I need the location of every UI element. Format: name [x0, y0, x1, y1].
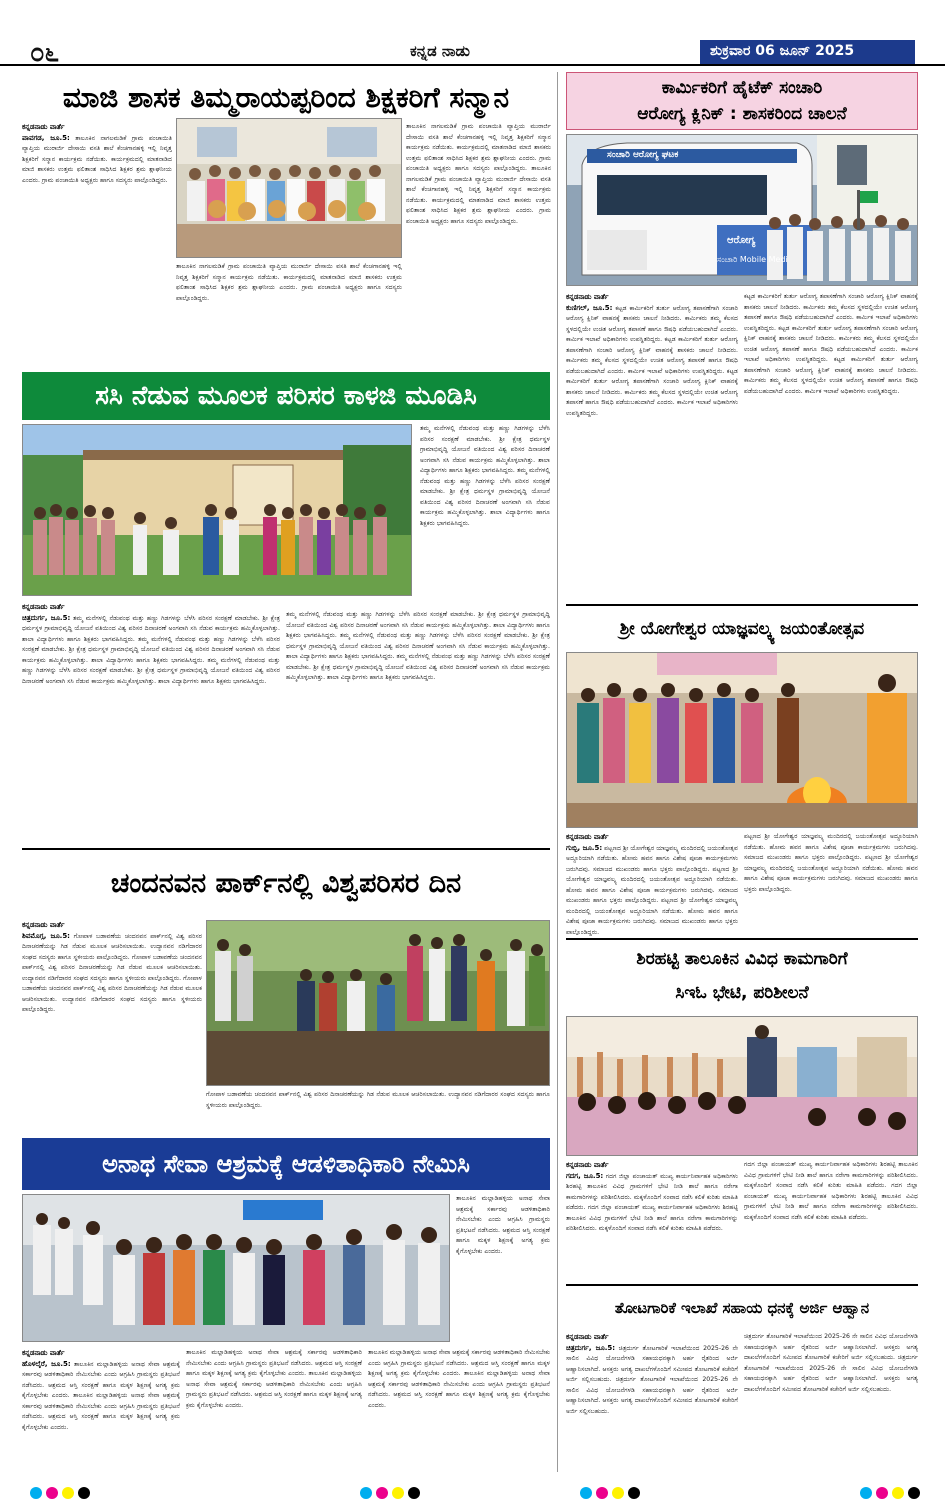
- registration-marks-far-right: [860, 1487, 920, 1499]
- photo-ashram-protest: [22, 1194, 450, 1342]
- story-column-3c: ತಮ್ಮ ಮನೆಗಳಲ್ಲಿ ನೆಡುವಂಥ ಮತ್ತು ಹಣ್ಣು ಗಿಡಗಳನ್ನು ಬೆಳೆಸಿ ಪರಿಸರ ಸಂರಕ್ಷಣೆ ಮಾಡಬೇಕು. ಶ್ರೀ ಕ್ಷೇತ್ರ ಧರ್ಮಸ್ಥಳ ಗ್ರಾಮಾಭಿವೃದ್ಧಿ ಯೋಜನೆ ವತಿಯಿಂದ ವಿಶ್ವ ಪರಿಸರ ದಿನಾಚರಣೆ ಅಂಗವಾಗಿ ಸಸಿ ನೆಡುವ ಕಾರ್ಯಕ್ರಮ ಹಮ್ಮಿಕೊಳ್ಳಲಾಗಿತ್ತು. ಶಾಲಾ ವಿದ್ಯಾರ್ಥಿಗಳು ಹಾಗೂ ಶಿಕ್ಷಕರು ಭಾಗವಹಿಸಿದ್ದರು. ತಮ್ಮ ಮನೆಗಳಲ್ಲಿ ನೆಡುವಂಥ ಮತ್ತು ಹಣ್ಣು ಗಿಡಗಳನ್ನು ಬೆಳೆಸಿ ಪರಿಸರ ಸಂರಕ್ಷಣೆ ಮಾಡಬೇಕು. ಶ್ರೀ ಕ್ಷೇತ್ರ ಧರ್ಮಸ್ಥಳ ಗ್ರಾಮಾಭಿವೃದ್ಧಿ ಯೋಜನೆ ವತಿಯಿಂದ ವಿಶ್ವ ಪರಿಸರ ದಿನಾಚರಣೆ ಅಂಗವಾಗಿ ಸಸಿ ನೆಡುವ ಕಾರ್ಯಕ್ರಮ ಹಮ್ಮಿಕೊಳ್ಳಲಾಗಿತ್ತು. ಶಾಲಾ ವಿದ್ಯಾರ್ಥಿಗಳು ಹಾಗೂ ಶಿಕ್ಷಕರು ಭಾಗವಹಿಸಿದ್ದರು. ತಮ್ಮ ಮನೆಗಳಲ್ಲಿ ನೆಡುವಂಥ ಮತ್ತು ಹಣ್ಣು ಗಿಡಗಳನ್ನು ಬೆಳೆಸಿ ಪರಿಸರ ಸಂರಕ್ಷಣೆ ಮಾಡಬೇಕು. ಶ್ರೀ ಕ್ಷೇತ್ರ ಧರ್ಮಸ್ಥಳ ಗ್ರಾಮಾಭಿವೃದ್ಧಿ ಯೋಜನೆ ವತಿಯಿಂದ ವಿಶ್ವ ಪರಿಸರ ದಿನಾಚರಣೆ ಅಂಗವಾಗಿ ಸಸಿ ನೆಡುವ ಕಾರ್ಯಕ್ರಮ ಹಮ್ಮಿಕೊಳ್ಳಲಾಗಿತ್ತು. ಶಾಲಾ ವಿದ್ಯಾರ್ಥಿಗಳು ಹಾಗೂ ಶಿಕ್ಷಕರು ಭಾಗವಹಿಸಿದ್ದರು.: [286, 611, 550, 681]
- date-bar: ಶುಕ್ರವಾರ 06 ಜೂನ್ 2025: [700, 40, 915, 64]
- bus-side-text: ಆರೋಗ್ಯ: [727, 235, 756, 246]
- story-column-4b: ಪಟ್ಟಣದ ಶ್ರೀ ಯೋಗೇಶ್ವರ ಯಾಜ್ಞವಲ್ಕ್ಯ ಮಂದಿರದಲ್ಲಿ ಜಯಂತೋತ್ಸವ ಅದ್ದೂರಿಯಾಗಿ ನಡೆಯಿತು. ಹೋಮ ಹವನ ಹಾಗೂ ವಿಶೇಷ ಪೂಜಾ ಕಾರ್ಯಕ್ರಮಗಳು ಜರುಗಿದವು. ಸಮಾಜದ ಮುಖಂಡರು ಹಾಗೂ ಭಕ್ತರು ಪಾಲ್ಗೊಂಡಿದ್ದರು. ಪಟ್ಟಣದ ಶ್ರೀ ಯೋಗೇಶ್ವರ ಯಾಜ್ಞವಲ್ಕ್ಯ ಮಂದಿರದಲ್ಲಿ ಜಯಂತೋತ್ಸವ ಅದ್ದೂರಿಯಾಗಿ ನಡೆಯಿತು. ಹೋಮ ಹವನ ಹಾಗೂ ವಿಶೇಷ ಪೂಜಾ ಕಾರ್ಯಕ್ರಮಗಳು ಜರುಗಿದವು. ಸಮಾಜದ ಮುಖಂಡರು ಹಾಗೂ ಭಕ್ತರು ಪಾಲ್ಗೊಂಡಿದ್ದರು.: [744, 833, 918, 893]
- story-headline-6: ಶಿರಹಟ್ಟಿ ತಾಲೂಕಿನ ವಿವಿಧ ಕಾಮಗಾರಿಗೆ ಸಿಇಓ ಭೇಟಿ, ಪರಿಶೀಲನೆ: [636, 949, 848, 1003]
- bus-banner-text: ಸಂಚಾರಿ ಆರೋಗ್ಯ ಘಟಕ: [607, 150, 679, 160]
- registration-marks-left: [30, 1487, 90, 1499]
- story-column-8b: ಚಿತ್ರದುರ್ಗ ತೋಟಗಾರಿಕೆ ಇಲಾಖೆಯಿಂದ 2025-26 ನೇ ಸಾಲಿನ ವಿವಿಧ ಯೋಜನೆಗಳಡಿ ಸಹಾಯಧನಕ್ಕಾಗಿ ಅರ್ಹ ರೈತರಿಂದ ಅರ್ಜಿ ಆಹ್ವಾನಿಸಲಾಗಿದೆ. ಆಸಕ್ತರು ಅಗತ್ಯ ದಾಖಲೆಗಳೊಂದಿಗೆ ಸಮೀಪದ ತೋಟಗಾರಿಕೆ ಕಚೇರಿಗೆ ಅರ್ಜಿ ಸಲ್ಲಿಸಬಹುದು. ಚಿತ್ರದುರ್ಗ ತೋಟಗಾರಿಕೆ ಇಲಾಖೆಯಿಂದ 2025-26 ನೇ ಸಾಲಿನ ವಿವಿಧ ಯೋಜನೆಗಳಡಿ ಸಹಾಯಧನಕ್ಕಾಗಿ ಅರ್ಹ ರೈತರಿಂದ ಅರ್ಜಿ ಆಹ್ವಾನಿಸಲಾಗಿದೆ. ಆಸಕ್ತರು ಅಗತ್ಯ ದಾಖಲೆಗಳೊಂದಿಗೆ ಸಮೀಪದ ತೋಟಗಾರಿಕೆ ಕಚೇರಿಗೆ ಅರ್ಜಿ ಸಲ್ಲಿಸಬಹುದು.: [744, 1333, 918, 1393]
- story-column-3a: ತಮ್ಮ ಮನೆಗಳಲ್ಲಿ ನೆಡುವಂಥ ಮತ್ತು ಹಣ್ಣು ಗಿಡಗಳನ್ನು ಬೆಳೆಸಿ ಪರಿಸರ ಸಂರಕ್ಷಣೆ ಮಾಡಬೇಕು. ಶ್ರೀ ಕ್ಷೇತ್ರ ಧರ್ಮಸ್ಥಳ ಗ್ರಾಮಾಭಿವೃದ್ಧಿ ಯೋಜನೆ ವತಿಯಿಂದ ವಿಶ್ವ ಪರಿಸರ ದಿನಾಚರಣೆ ಅಂಗವಾಗಿ ಸಸಿ ನೆಡುವ ಕಾರ್ಯಕ್ರಮ ಹಮ್ಮಿಕೊಳ್ಳಲಾಗಿತ್ತು. ಶಾಲಾ ವಿದ್ಯಾರ್ಥಿಗಳು ಹಾಗೂ ಶಿಕ್ಷಕರು ಭಾಗವಹಿಸಿದ್ದರು. ತಮ್ಮ ಮನೆಗಳಲ್ಲಿ ನೆಡುವಂಥ ಮತ್ತು ಹಣ್ಣು ಗಿಡಗಳನ್ನು ಬೆಳೆಸಿ ಪರಿಸರ ಸಂರಕ್ಷಣೆ ಮಾಡಬೇಕು. ಶ್ರೀ ಕ್ಷೇತ್ರ ಧರ್ಮಸ್ಥಳ ಗ್ರಾಮಾಭಿವೃದ್ಧಿ ಯೋಜನೆ ವತಿಯಿಂದ ವಿಶ್ವ ಪರಿಸರ ದಿನಾಚರಣೆ ಅಂಗವಾಗಿ ಸಸಿ ನೆಡುವ ಕಾರ್ಯಕ್ರಮ ಹಮ್ಮಿಕೊಳ್ಳಲಾಗಿತ್ತು. ಶಾಲಾ ವಿದ್ಯಾರ್ಥಿಗಳು ಹಾಗೂ ಶಿಕ್ಷಕರು ಭಾಗವಹಿಸಿದ್ದರು.: [420, 425, 550, 527]
- story-column-1b: ತಾಲೂಕಿನ ನಾಗಲಮಡಿಕೆ ಗ್ರಾಮ ಪಂಚಾಯಿತಿ ವ್ಯಾಪ್ತಿಯ ಮುರಾರ್ಜಿ ದೇಸಾಯಿ ವಸತಿ ಶಾಲೆ ಕೆಂಚಗಾನಹಳ್ಳಿ ಇಲ್ಲಿ ನಿವೃತ್ತ ಶಿಕ್ಷಕರಿಗೆ ಸನ್ಮಾನ ಕಾರ್ಯಕ್ರಮ ನಡೆಯಿತು. ಕಾರ್ಯಕ್ರಮದಲ್ಲಿ ಮಾತನಾಡಿದ ಮಾಜಿ ಶಾಸಕರು ಉತ್ತಮ ಫಲಿತಾಂಶ ಸಾಧಿಸಿದ ಶಿಕ್ಷಕರ ಶ್ರಮ ಶ್ಲಾಘನೀಯ ಎಂದರು. ಗ್ರಾಮ ಪಂಚಾಯಿತಿ ಅಧ್ಯಕ್ಷರು ಹಾಗೂ ಸದಸ್ಯರು ಪಾಲ್ಗೊಂಡಿದ್ದರು.: [176, 263, 402, 302]
- photo-classroom-visit: [566, 1016, 918, 1156]
- divider: [566, 604, 918, 606]
- photo-tree-planting: [22, 424, 412, 596]
- story-headline-4: ಶ್ರೀ ಯೋಗೇಶ್ವರ ಯಾಜ್ಞವಲ್ಕ್ಯ ಜಯಂತೋತ್ಸವ: [619, 619, 865, 639]
- story-column-3b: ಕನ್ನಡನಾಡು ವಾರ್ತೆ ಚಿತ್ರದುರ್ಗ, ಜೂ.5: ತಮ್ಮ ಮನೆಗಳಲ್ಲಿ ನೆಡುವಂಥ ಮತ್ತು ಹಣ್ಣು ಗಿಡಗಳನ್ನು ಬೆಳೆಸಿ ಪರಿಸರ ಸಂರಕ್ಷಣೆ ಮಾಡಬೇಕು. ಶ್ರೀ ಕ್ಷೇತ್ರ ಧರ್ಮಸ್ಥಳ ಗ್ರಾಮಾಭಿವೃದ್ಧಿ ಯೋಜನೆ ವತಿಯಿಂದ ವಿಶ್ವ ಪರಿಸರ ದಿನಾಚರಣೆ ಅಂಗವಾಗಿ ಸಸಿ ನೆಡುವ ಕಾರ್ಯಕ್ರಮ ಹಮ್ಮಿಕೊಳ್ಳಲಾಗಿತ್ತು. ಶಾಲಾ ವಿದ್ಯಾರ್ಥಿಗಳು ಹಾಗೂ ಶಿಕ್ಷಕರು ಭಾಗವಹಿಸಿದ್ದರು. ತಮ್ಮ ಮನೆಗಳಲ್ಲಿ ನೆಡುವಂಥ ಮತ್ತು ಹಣ್ಣು ಗಿಡಗಳನ್ನು ಬೆಳೆಸಿ ಪರಿಸರ ಸಂರಕ್ಷಣೆ ಮಾಡಬೇಕು. ಶ್ರೀ ಕ್ಷೇತ್ರ ಧರ್ಮಸ್ಥಳ ಗ್ರಾಮಾಭಿವೃದ್ಧಿ ಯೋಜನೆ ವತಿಯಿಂದ ವಿಶ್ವ ಪರಿಸರ ದಿನಾಚರಣೆ ಅಂಗವಾಗಿ ಸಸಿ ನೆಡುವ ಕಾರ್ಯಕ್ರಮ ಹಮ್ಮಿಕೊಳ್ಳಲಾಗಿತ್ತು. ಶಾಲಾ ವಿದ್ಯಾರ್ಥಿಗಳು ಹಾಗೂ ಶಿಕ್ಷಕರು ಭಾಗವಹಿಸಿದ್ದರು. ತಮ್ಮ ಮನೆಗಳಲ್ಲಿ ನೆಡುವಂಥ ಮತ್ತು ಹಣ್ಣು ಗಿಡಗಳನ್ನು ಬೆಳೆಸಿ ಪರಿಸರ ಸಂರಕ್ಷಣೆ ಮಾಡಬೇಕು. ಶ್ರೀ ಕ್ಷೇತ್ರ ಧರ್ಮಸ್ಥಳ ಗ್ರಾಮಾಭಿವೃದ್ಧಿ ಯೋಜನೆ ವತಿಯಿಂದ ವಿಶ್ವ ಪರಿಸರ ದಿನಾಚರಣೆ ಅಂಗವಾಗಿ ಸಸಿ ನೆಡುವ ಕಾರ್ಯಕ್ರಮ ಹಮ್ಮಿಕೊಳ್ಳಲಾಗಿತ್ತು. ಶಾಲಾ ವಿದ್ಯಾರ್ಥಿಗಳು ಹಾಗೂ ಶಿಕ್ಷಕರು ಭಾಗವಹಿಸಿದ್ದರು.: [22, 603, 280, 685]
- divider: [22, 848, 550, 850]
- story-column-2: ಕನ್ನಡನಾಡು ವಾರ್ತೆ ಕುಣಿಗಲ್, ಜೂ.5: ಕಟ್ಟಡ ಕಾರ್ಮಿಕರಿಗೆ ತುರ್ತು ಆರೋಗ್ಯ ತಪಾಸಣೆಗಾಗಿ ಸಂಚಾರಿ ಆರೋಗ್ಯ ಕ್ಲಿನಿಕ್ ವಾಹನಕ್ಕೆ ಶಾಸಕರು ಚಾಲನೆ ನೀಡಿದರು. ಕಾರ್ಮಿಕರು ತಮ್ಮ ಕೆಲಸದ ಸ್ಥಳದಲ್ಲಿಯೇ ಉಚಿತ ಆರೋಗ್ಯ ತಪಾಸಣೆ ಹಾಗೂ ಔಷಧಿ ಪಡೆಯಬಹುದಾಗಿದೆ ಎಂದರು. ಕಾರ್ಮಿಕ ಇಲಾಖೆ ಅಧಿಕಾರಿಗಳು ಉಪಸ್ಥಿತರಿದ್ದರು. ಕಟ್ಟಡ ಕಾರ್ಮಿಕರಿಗೆ ತುರ್ತು ಆರೋಗ್ಯ ತಪಾಸಣೆಗಾಗಿ ಸಂಚಾರಿ ಆರೋಗ್ಯ ಕ್ಲಿನಿಕ್ ವಾಹನಕ್ಕೆ ಶಾಸಕರು ಚಾಲನೆ ನೀಡಿದರು. ಕಾರ್ಮಿಕರು ತಮ್ಮ ಕೆಲಸದ ಸ್ಥಳದಲ್ಲಿಯೇ ಉಚಿತ ಆರೋಗ್ಯ ತಪಾಸಣೆ ಹಾಗೂ ಔಷಧಿ ಪಡೆಯಬಹುದಾಗಿದೆ ಎಂದರು. ಕಾರ್ಮಿಕ ಇಲಾಖೆ ಅಧಿಕಾರಿಗಳು ಉಪಸ್ಥಿತರಿದ್ದರು. ಕಟ್ಟಡ ಕಾರ್ಮಿಕರಿಗೆ ತುರ್ತು ಆರೋಗ್ಯ ತಪಾಸಣೆಗಾಗಿ ಸಂಚಾರಿ ಆರೋಗ್ಯ ಕ್ಲಿನಿಕ್ ವಾಹನಕ್ಕೆ ಶಾಸಕರು ಚಾಲನೆ ನೀಡಿದರು. ಕಾರ್ಮಿಕರು ತಮ್ಮ ಕೆಲಸದ ಸ್ಥಳದಲ್ಲಿಯೇ ಉಚಿತ ಆರೋಗ್ಯ ತಪಾಸಣೆ ಹಾಗೂ ಔಷಧಿ ಪಡೆಯಬಹುದಾಗಿದೆ ಎಂದರು. ಕಾರ್ಮಿಕ ಇಲಾಖೆ ಅಧಿಕಾರಿಗಳು ಉಪಸ್ಥಿತರಿದ್ದರು.: [566, 293, 738, 417]
- story-column-7c: ತಾಲೂಕಿನ ಮಲ್ಲಾಡಿಹಳ್ಳಿಯ ಅನಾಥ ಸೇವಾ ಆಶ್ರಮಕ್ಕೆ ಸರ್ಕಾರವು ಆಡಳಿತಾಧಿಕಾರಿ ನೇಮಿಸಬೇಕು ಎಂದು ಆಗ್ರಹಿಸಿ ಗ್ರಾಮಸ್ಥರು ಪ್ರತಿಭಟನೆ ನಡೆಸಿದರು. ಆಶ್ರಮದ ಆಸ್ತಿ ಸಂರಕ್ಷಣೆ ಹಾಗೂ ಮಕ್ಕಳ ಶಿಕ್ಷಣಕ್ಕೆ ಅಗತ್ಯ ಕ್ರಮ ಕೈಗೊಳ್ಳಬೇಕು ಎಂದರು. ತಾಲೂಕಿನ ಮಲ್ಲಾಡಿಹಳ್ಳಿಯ ಅನಾಥ ಸೇವಾ ಆಶ್ರಮಕ್ಕೆ ಸರ್ಕಾರವು ಆಡಳಿತಾಧಿಕಾರಿ ನೇಮಿಸಬೇಕು ಎಂದು ಆಗ್ರಹಿಸಿ ಗ್ರಾಮಸ್ಥರು ಪ್ರತಿಭಟನೆ ನಡೆಸಿದರು. ಆಶ್ರಮದ ಆಸ್ತಿ ಸಂರಕ್ಷಣೆ ಹಾಗೂ ಮಕ್ಕಳ ಶಿಕ್ಷಣಕ್ಕೆ ಅಗತ್ಯ ಕ್ರಮ ಕೈಗೊಳ್ಳಬೇಕು ಎಂದರು.: [186, 1349, 362, 1409]
- photo-teachers-felicitation: [176, 118, 402, 258]
- story-column-1c: ತಾಲೂಕಿನ ನಾಗಲಮಡಿಕೆ ಗ್ರಾಮ ಪಂಚಾಯಿತಿ ವ್ಯಾಪ್ತಿಯ ಮುರಾರ್ಜಿ ದೇಸಾಯಿ ವಸತಿ ಶಾಲೆ ಕೆಂಚಗಾನಹಳ್ಳಿ ಇಲ್ಲಿ ನಿವೃತ್ತ ಶಿಕ್ಷಕರಿಗೆ ಸನ್ಮಾನ ಕಾರ್ಯಕ್ರಮ ನಡೆಯಿತು. ಕಾರ್ಯಕ್ರಮದಲ್ಲಿ ಮಾತನಾಡಿದ ಮಾಜಿ ಶಾಸಕರು ಉತ್ತಮ ಫಲಿತಾಂಶ ಸಾಧಿಸಿದ ಶಿಕ್ಷಕರ ಶ್ರಮ ಶ್ಲಾಘನೀಯ ಎಂದರು. ಗ್ರಾಮ ಪಂಚಾಯಿತಿ ಅಧ್ಯಕ್ಷರು ಹಾಗೂ ಸದಸ್ಯರು ಪಾಲ್ಗೊಂಡಿದ್ದರು. ತಾಲೂಕಿನ ನಾಗಲಮಡಿಕೆ ಗ್ರಾಮ ಪಂಚಾಯಿತಿ ವ್ಯಾಪ್ತಿಯ ಮುರಾರ್ಜಿ ದೇಸಾಯಿ ವಸತಿ ಶಾಲೆ ಕೆಂಚಗಾನಹಳ್ಳಿ ಇಲ್ಲಿ ನಿವೃತ್ತ ಶಿಕ್ಷಕರಿಗೆ ಸನ್ಮಾನ ಕಾರ್ಯಕ್ರಮ ನಡೆಯಿತು. ಕಾರ್ಯಕ್ರಮದಲ್ಲಿ ಮಾತನಾಡಿದ ಮಾಜಿ ಶಾಸಕರು ಉತ್ತಮ ಫಲಿತಾಂಶ ಸಾಧಿಸಿದ ಶಿಕ್ಷಕರ ಶ್ರಮ ಶ್ಲಾಘನೀಯ ಎಂದರು. ಗ್ರಾಮ ಪಂಚಾಯಿತಿ ಅಧ್ಯಕ್ಷರು ಹಾಗೂ ಸದಸ್ಯರು ಪಾಲ್ಗೊಂಡಿದ್ದರು.: [406, 123, 551, 225]
- story-headline-2: ಕಾರ್ಮಿಕರಿಗೆ ಹೈಟೆಕ್ ಸಂಚಾರಿ ಆರೋಗ್ಯ ಕ್ಲಿನಿಕ್ : ಶಾಸಕರಿಂದ ಚಾಲನೆ: [566, 72, 918, 130]
- story-headline-8: ತೋಟಗಾರಿಕೆ ಇಲಾಖೆ ಸಹಾಯ ಧನಕ್ಕೆ ಅರ್ಜಿ ಆಹ್ವಾನ: [614, 1299, 870, 1317]
- story-column-4a: ಕನ್ನಡನಾಡು ವಾರ್ತೆ ಗುಬ್ಬಿ, ಜೂ.5: ಪಟ್ಟಣದ ಶ್ರೀ ಯೋಗೇಶ್ವರ ಯಾಜ್ಞವಲ್ಕ್ಯ ಮಂದಿರದಲ್ಲಿ ಜಯಂತೋತ್ಸವ ಅದ್ದೂರಿಯಾಗಿ ನಡೆಯಿತು. ಹೋಮ ಹವನ ಹಾಗೂ ವಿಶೇಷ ಪೂಜಾ ಕಾರ್ಯಕ್ರಮಗಳು ಜರುಗಿದವು. ಸಮಾಜದ ಮುಖಂಡರು ಹಾಗೂ ಭಕ್ತರು ಪಾಲ್ಗೊಂಡಿದ್ದರು. ಪಟ್ಟಣದ ಶ್ರೀ ಯೋಗೇಶ್ವರ ಯಾಜ್ಞವಲ್ಕ್ಯ ಮಂದಿರದಲ್ಲಿ ಜಯಂತೋತ್ಸವ ಅದ್ದೂರಿಯಾಗಿ ನಡೆಯಿತು. ಹೋಮ ಹವನ ಹಾಗೂ ವಿಶೇಷ ಪೂಜಾ ಕಾರ್ಯಕ್ರಮಗಳು ಜರುಗಿದವು. ಸಮಾಜದ ಮುಖಂಡರು ಹಾಗೂ ಭಕ್ತರು ಪಾಲ್ಗೊಂಡಿದ್ದರು. ಪಟ್ಟಣದ ಶ್ರೀ ಯೋಗೇಶ್ವರ ಯಾಜ್ಞವಲ್ಕ್ಯ ಮಂದಿರದಲ್ಲಿ ಜಯಂತೋತ್ಸವ ಅದ್ದೂರಿಯಾಗಿ ನಡೆಯಿತು. ಹೋಮ ಹವನ ಹಾಗೂ ವಿಶೇಷ ಪೂಜಾ ಕಾರ್ಯಕ್ರಮಗಳು ಜರುಗಿದವು. ಸಮಾಜದ ಮುಖಂಡರು ಹಾಗೂ ಭಕ್ತರು ಪಾಲ್ಗೊಂಡಿದ್ದರು.: [566, 833, 738, 936]
- story-headline-3: ಸಸಿ ನೆಡುವ ಮೂಲಕ ಪರಿಸರ ಕಾಳಜಿ ಮೂಡಿಸಿ: [22, 372, 550, 420]
- story-column-6a: ಕನ್ನಡನಾಡು ವಾರ್ತೆ ಗದಗ, ಜೂ.5: ಗದಗ ಜಿಲ್ಲಾ ಪಂಚಾಯತ್ ಮುಖ್ಯ ಕಾರ್ಯನಿರ್ವಾಹಕ ಅಧಿಕಾರಿಗಳು ಶಿರಹಟ್ಟಿ ತಾಲೂಕಿನ ವಿವಿಧ ಗ್ರಾಮಗಳಿಗೆ ಭೇಟಿ ನೀಡಿ ಶಾಲೆ ಹಾಗೂ ನರೇಗಾ ಕಾಮಗಾರಿಗಳನ್ನು ಪರಿಶೀಲಿಸಿದರು. ಮಕ್ಕಳೊಂದಿಗೆ ಸಂವಾದ ನಡೆಸಿ ಕಲಿಕೆ ಕುರಿತು ಮಾಹಿತಿ ಪಡೆದರು. ಗದಗ ಜಿಲ್ಲಾ ಪಂಚಾಯತ್ ಮುಖ್ಯ ಕಾರ್ಯನಿರ್ವಾಹಕ ಅಧಿಕಾರಿಗಳು ಶಿರಹಟ್ಟಿ ತಾಲೂಕಿನ ವಿವಿಧ ಗ್ರಾಮಗಳಿಗೆ ಭೇಟಿ ನೀಡಿ ಶಾಲೆ ಹಾಗೂ ನರೇಗಾ ಕಾಮಗಾರಿಗಳನ್ನು ಪರಿಶೀಲಿಸಿದರು. ಮಕ್ಕಳೊಂದಿಗೆ ಸಂವಾದ ನಡೆಸಿ ಕಲಿಕೆ ಕುರಿತು ಮಾಹಿತಿ ಪಡೆದರು.: [566, 1161, 738, 1232]
- photo-park-environment-day: [206, 920, 550, 1086]
- page-number: ೦೬: [30, 38, 60, 68]
- story-column-7d: ತಾಲೂಕಿನ ಮಲ್ಲಾಡಿಹಳ್ಳಿಯ ಅನಾಥ ಸೇವಾ ಆಶ್ರಮಕ್ಕೆ ಸರ್ಕಾರವು ಆಡಳಿತಾಧಿಕಾರಿ ನೇಮಿಸಬೇಕು ಎಂದು ಆಗ್ರಹಿಸಿ ಗ್ರಾಮಸ್ಥರು ಪ್ರತಿಭಟನೆ ನಡೆಸಿದರು. ಆಶ್ರಮದ ಆಸ್ತಿ ಸಂರಕ್ಷಣೆ ಹಾಗೂ ಮಕ್ಕಳ ಶಿಕ್ಷಣಕ್ಕೆ ಅಗತ್ಯ ಕ್ರಮ ಕೈಗೊಳ್ಳಬೇಕು ಎಂದರು. ತಾಲೂಕಿನ ಮಲ್ಲಾಡಿಹಳ್ಳಿಯ ಅನಾಥ ಸೇವಾ ಆಶ್ರಮಕ್ಕೆ ಸರ್ಕಾರವು ಆಡಳಿತಾಧಿಕಾರಿ ನೇಮಿಸಬೇಕು ಎಂದು ಆಗ್ರಹಿಸಿ ಗ್ರಾಮಸ್ಥರು ಪ್ರತಿಭಟನೆ ನಡೆಸಿದರು. ಆಶ್ರಮದ ಆಸ್ತಿ ಸಂರಕ್ಷಣೆ ಹಾಗೂ ಮಕ್ಕಳ ಶಿಕ್ಷಣಕ್ಕೆ ಅಗತ್ಯ ಕ್ರಮ ಕೈಗೊಳ್ಳಬೇಕು ಎಂದರು.: [368, 1349, 550, 1409]
- page-header: [0, 0, 945, 66]
- story-column-8a: ಕನ್ನಡನಾಡು ವಾರ್ತೆ ಚಿತ್ರದುರ್ಗ, ಜೂ.5: ಚಿತ್ರದುರ್ಗ ತೋಟಗಾರಿಕೆ ಇಲಾಖೆಯಿಂದ 2025-26 ನೇ ಸಾಲಿನ ವಿವಿಧ ಯೋಜನೆಗಳಡಿ ಸಹಾಯಧನಕ್ಕಾಗಿ ಅರ್ಹ ರೈತರಿಂದ ಅರ್ಜಿ ಆಹ್ವಾನಿಸಲಾಗಿದೆ. ಆಸಕ್ತರು ಅಗತ್ಯ ದಾಖಲೆಗಳೊಂದಿಗೆ ಸಮೀಪದ ತೋಟಗಾರಿಕೆ ಕಚೇರಿಗೆ ಅರ್ಜಿ ಸಲ್ಲಿಸಬಹುದು. ಚಿತ್ರದುರ್ಗ ತೋಟಗಾರಿಕೆ ಇಲಾಖೆಯಿಂದ 2025-26 ನೇ ಸಾಲಿನ ವಿವಿಧ ಯೋಜನೆಗಳಡಿ ಸಹಾಯಧನಕ್ಕಾಗಿ ಅರ್ಹ ರೈತರಿಂದ ಅರ್ಜಿ ಆಹ್ವಾನಿಸಲಾಗಿದೆ. ಆಸಕ್ತರು ಅಗತ್ಯ ದಾಖಲೆಗಳೊಂದಿಗೆ ಸಮೀಪದ ತೋಟಗಾರಿಕೆ ಕಚೇರಿಗೆ ಅರ್ಜಿ ಸಲ್ಲಿಸಬಹುದು.: [566, 1333, 738, 1415]
- story-column-6b: ಗದಗ ಜಿಲ್ಲಾ ಪಂಚಾಯತ್ ಮುಖ್ಯ ಕಾರ್ಯನಿರ್ವಾಹಕ ಅಧಿಕಾರಿಗಳು ಶಿರಹಟ್ಟಿ ತಾಲೂಕಿನ ವಿವಿಧ ಗ್ರಾಮಗಳಿಗೆ ಭೇಟಿ ನೀಡಿ ಶಾಲೆ ಹಾಗೂ ನರೇಗಾ ಕಾಮಗಾರಿಗಳನ್ನು ಪರಿಶೀಲಿಸಿದರು. ಮಕ್ಕಳೊಂದಿಗೆ ಸಂವಾದ ನಡೆಸಿ ಕಲಿಕೆ ಕುರಿತು ಮಾಹಿತಿ ಪಡೆದರು. ಗದಗ ಜಿಲ್ಲಾ ಪಂಚಾಯತ್ ಮುಖ್ಯ ಕಾರ್ಯನಿರ್ವಾಹಕ ಅಧಿಕಾರಿಗಳು ಶಿರಹಟ್ಟಿ ತಾಲೂಕಿನ ವಿವಿಧ ಗ್ರಾಮಗಳಿಗೆ ಭೇಟಿ ನೀಡಿ ಶಾಲೆ ಹಾಗೂ ನರೇಗಾ ಕಾಮಗಾರಿಗಳನ್ನು ಪರಿಶೀಲಿಸಿದರು. ಮಕ್ಕಳೊಂದಿಗೆ ಸಂವಾದ ನಡೆಸಿ ಕಲಿಕೆ ಕುರಿತು ಮಾಹಿತಿ ಪಡೆದರು.: [744, 1161, 918, 1221]
- story-headline-5: ಚಂದನವನ ಪಾರ್ಕ್‌ನಲ್ಲಿ ವಿಶ್ವಪರಿಸರ ದಿನ: [110, 868, 462, 899]
- story-column-2b: ಕಟ್ಟಡ ಕಾರ್ಮಿಕರಿಗೆ ತುರ್ತು ಆರೋಗ್ಯ ತಪಾಸಣೆಗಾಗಿ ಸಂಚಾರಿ ಆರೋಗ್ಯ ಕ್ಲಿನಿಕ್ ವಾಹನಕ್ಕೆ ಶಾಸಕರು ಚಾಲನೆ ನೀಡಿದರು. ಕಾರ್ಮಿಕರು ತಮ್ಮ ಕೆಲಸದ ಸ್ಥಳದಲ್ಲಿಯೇ ಉಚಿತ ಆರೋಗ್ಯ ತಪಾಸಣೆ ಹಾಗೂ ಔಷಧಿ ಪಡೆಯಬಹುದಾಗಿದೆ ಎಂದರು. ಕಾರ್ಮಿಕ ಇಲಾಖೆ ಅಧಿಕಾರಿಗಳು ಉಪಸ್ಥಿತರಿದ್ದರು. ಕಟ್ಟಡ ಕಾರ್ಮಿಕರಿಗೆ ತುರ್ತು ಆರೋಗ್ಯ ತಪಾಸಣೆಗಾಗಿ ಸಂಚಾರಿ ಆರೋಗ್ಯ ಕ್ಲಿನಿಕ್ ವಾಹನಕ್ಕೆ ಶಾಸಕರು ಚಾಲನೆ ನೀಡಿದರು. ಕಾರ್ಮಿಕರು ತಮ್ಮ ಕೆಲಸದ ಸ್ಥಳದಲ್ಲಿಯೇ ಉಚಿತ ಆರೋಗ್ಯ ತಪಾಸಣೆ ಹಾಗೂ ಔಷಧಿ ಪಡೆಯಬಹುದಾಗಿದೆ ಎಂದರು. ಕಾರ್ಮಿಕ ಇಲಾಖೆ ಅಧಿಕಾರಿಗಳು ಉಪಸ್ಥಿತರಿದ್ದರು. ಕಟ್ಟಡ ಕಾರ್ಮಿಕರಿಗೆ ತುರ್ತು ಆರೋಗ್ಯ ತಪಾಸಣೆಗಾಗಿ ಸಂಚಾರಿ ಆರೋಗ್ಯ ಕ್ಲಿನಿಕ್ ವಾಹನಕ್ಕೆ ಶಾಸಕರು ಚಾಲನೆ ನೀಡಿದರು. ಕಾರ್ಮಿಕರು ತಮ್ಮ ಕೆಲಸದ ಸ್ಥಳದಲ್ಲಿಯೇ ಉಚಿತ ಆರೋಗ್ಯ ತಪಾಸಣೆ ಹಾಗೂ ಔಷಧಿ ಪಡೆಯಬಹುದಾಗಿದೆ ಎಂದರು. ಕಾರ್ಮಿಕ ಇಲಾಖೆ ಅಧಿಕಾರಿಗಳು ಉಪಸ್ಥಿತರಿದ್ದರು.: [744, 293, 918, 395]
- divider: [566, 938, 918, 940]
- story-headline-1: ಮಾಜಿ ಶಾಸಕ ತಿಮ್ಮರಾಯಪ್ಪರಿಂದ ಶಿಕ್ಷಕರಿಗೆ ಸನ್ಮಾನ: [62, 81, 510, 114]
- photo-jayanthotsava: [566, 652, 918, 828]
- story-column-7a: ತಾಲೂಕಿನ ಮಲ್ಲಾಡಿಹಳ್ಳಿಯ ಅನಾಥ ಸೇವಾ ಆಶ್ರಮಕ್ಕೆ ಸರ್ಕಾರವು ಆಡಳಿತಾಧಿಕಾರಿ ನೇಮಿಸಬೇಕು ಎಂದು ಆಗ್ರಹಿಸಿ ಗ್ರಾಮಸ್ಥರು ಪ್ರತಿಭಟನೆ ನಡೆಸಿದರು. ಆಶ್ರಮದ ಆಸ್ತಿ ಸಂರಕ್ಷಣೆ ಹಾಗೂ ಮಕ್ಕಳ ಶಿಕ್ಷಣಕ್ಕೆ ಅಗತ್ಯ ಕ್ರಮ ಕೈಗೊಳ್ಳಬೇಕು ಎಂದರು.: [456, 1195, 550, 1255]
- divider: [566, 1284, 918, 1286]
- column-divider: [557, 72, 558, 1472]
- story-column-5a: ಕನ್ನಡನಾಡು ವಾರ್ತೆ ಶಿವಮೊಗ್ಗ, ಜೂ.5: ಗೋಪಾಳ ಬಡಾವಣೆಯ ಚಂದನವನ ಪಾರ್ಕ್‌ನಲ್ಲಿ ವಿಶ್ವ ಪರಿಸರ ದಿನಾಚರಣೆಯನ್ನು ಗಿಡ ನೆಡುವ ಮೂಲಕ ಆಚರಿಸಲಾಯಿತು. ಉದ್ಯಾನವನ ನಡಿಗೆದಾರರ ಸಂಘದ ಸದಸ್ಯರು ಹಾಗೂ ಸ್ಥಳೀಯರು ಪಾಲ್ಗೊಂಡಿದ್ದರು. ಗೋಪಾಳ ಬಡಾವಣೆಯ ಚಂದನವನ ಪಾರ್ಕ್‌ನಲ್ಲಿ ವಿಶ್ವ ಪರಿಸರ ದಿನಾಚರಣೆಯನ್ನು ಗಿಡ ನೆಡುವ ಮೂಲಕ ಆಚರಿಸಲಾಯಿತು. ಉದ್ಯಾನವನ ನಡಿಗೆದಾರರ ಸಂಘದ ಸದಸ್ಯರು ಹಾಗೂ ಸ್ಥಳೀಯರು ಪಾಲ್ಗೊಂಡಿದ್ದರು. ಗೋಪಾಳ ಬಡಾವಣೆಯ ಚಂದನವನ ಪಾರ್ಕ್‌ನಲ್ಲಿ ವಿಶ್ವ ಪರಿಸರ ದಿನಾಚರಣೆಯನ್ನು ಗಿಡ ನೆಡುವ ಮೂಲಕ ಆಚರಿಸಲಾಯಿತು. ಉದ್ಯಾನವನ ನಡಿಗೆದಾರರ ಸಂಘದ ಸದಸ್ಯರು ಹಾಗೂ ಸ್ಥಳೀಯರು ಪಾಲ್ಗೊಂಡಿದ್ದರು.: [22, 921, 202, 1013]
- story-column-5b: ಗೋಪಾಳ ಬಡಾವಣೆಯ ಚಂದನವನ ಪಾರ್ಕ್‌ನಲ್ಲಿ ವಿಶ್ವ ಪರಿಸರ ದಿನಾಚರಣೆಯನ್ನು ಗಿಡ ನೆಡುವ ಮೂಲಕ ಆಚರಿಸಲಾಯಿತು. ಉದ್ಯಾನವನ ನಡಿಗೆದಾರರ ಸಂಘದ ಸದಸ್ಯರು ಹಾಗೂ ಸ್ಥಳೀಯರು ಪಾಲ್ಗೊಂಡಿದ್ದರು.: [206, 1091, 550, 1109]
- masthead: ಕನ್ನಡ ನಾಡು: [410, 42, 470, 60]
- story-headline-7: ಅನಾಥ ಸೇವಾ ಆಶ್ರಮಕ್ಕೆ ಆಡಳಿತಾಧಿಕಾರಿ ನೇಮಿಸಿ: [22, 1138, 550, 1190]
- story-column-1: ಕನ್ನಡನಾಡು ವಾರ್ತೆ ಪಾವಗಡ, ಜೂ.5: ತಾಲೂಕಿನ ನಾಗಲಮಡಿಕೆ ಗ್ರಾಮ ಪಂಚಾಯಿತಿ ವ್ಯಾಪ್ತಿಯ ಮುರಾರ್ಜಿ ದೇಸಾಯಿ ವಸತಿ ಶಾಲೆ ಕೆಂಚಗಾನಹಳ್ಳಿ ಇಲ್ಲಿ ನಿವೃತ್ತ ಶಿಕ್ಷಕರಿಗೆ ಸನ್ಮಾನ ಕಾರ್ಯಕ್ರಮ ನಡೆಯಿತು. ಕಾರ್ಯಕ್ರಮದಲ್ಲಿ ಮಾತನಾಡಿದ ಮಾಜಿ ಶಾಸಕರು ಉತ್ತಮ ಫಲಿತಾಂಶ ಸಾಧಿಸಿದ ಶಿಕ್ಷಕರ ಶ್ರಮ ಶ್ಲಾಘನೀಯ ಎಂದರು. ಗ್ರಾಮ ಪಂಚಾಯಿತಿ ಅಧ್ಯಕ್ಷರು ಹಾಗೂ ಸದಸ್ಯರು ಪಾಲ್ಗೊಂಡಿದ್ದರು.: [22, 123, 172, 184]
- story-column-7b: ಕನ್ನಡನಾಡು ವಾರ್ತೆ ಹೊಳಲ್ಕೆರೆ, ಜೂ.5: ತಾಲೂಕಿನ ಮಲ್ಲಾಡಿಹಳ್ಳಿಯ ಅನಾಥ ಸೇವಾ ಆಶ್ರಮಕ್ಕೆ ಸರ್ಕಾರವು ಆಡಳಿತಾಧಿಕಾರಿ ನೇಮಿಸಬೇಕು ಎಂದು ಆಗ್ರಹಿಸಿ ಗ್ರಾಮಸ್ಥರು ಪ್ರತಿಭಟನೆ ನಡೆಸಿದರು. ಆಶ್ರಮದ ಆಸ್ತಿ ಸಂರಕ್ಷಣೆ ಹಾಗೂ ಮಕ್ಕಳ ಶಿಕ್ಷಣಕ್ಕೆ ಅಗತ್ಯ ಕ್ರಮ ಕೈಗೊಳ್ಳಬೇಕು ಎಂದರು. ತಾಲೂಕಿನ ಮಲ್ಲಾಡಿಹಳ್ಳಿಯ ಅನಾಥ ಸೇವಾ ಆಶ್ರಮಕ್ಕೆ ಸರ್ಕಾರವು ಆಡಳಿತಾಧಿಕಾರಿ ನೇಮಿಸಬೇಕು ಎಂದು ಆಗ್ರಹಿಸಿ ಗ್ರಾಮಸ್ಥರು ಪ್ರತಿಭಟನೆ ನಡೆಸಿದರು. ಆಶ್ರಮದ ಆಸ್ತಿ ಸಂರಕ್ಷಣೆ ಹಾಗೂ ಮಕ್ಕಳ ಶಿಕ್ಷಣಕ್ಕೆ ಅಗತ್ಯ ಕ್ರಮ ಕೈಗೊಳ್ಳಬೇಕು ಎಂದರು.: [22, 1349, 180, 1431]
- registration-marks-center: [360, 1487, 420, 1499]
- registration-marks-right: [580, 1487, 640, 1499]
- photo-mobile-clinic: [566, 134, 918, 286]
- bus-side-text-2: ಸಂಚಾರಿ Mobile Medi: [717, 255, 788, 264]
